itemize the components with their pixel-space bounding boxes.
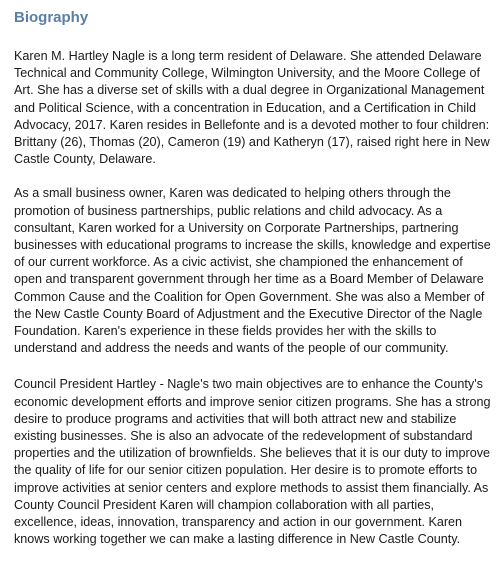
biography-paragraph-1: Karen M. Hartley Nagle is a long term resident of Delaware. She attended Delaware Technical and Community College, Wilmington University, and the Moore College of Art. She has a diverse set of skills with a dual degree in Organizational Management and Political Science, with a concentration in Education, and a Certification in Child Advocacy, 2017. Karen resides in Bellefonte and is a devoted mother to four children: Brittany (26), Thomas (20), Cameron (19) and Katheryn (17), raised right here in New Castle County, Delaware. (14, 49, 490, 167)
biography-paragraph-3: Council President Hartley - Nagle's two main objectives are to enhance the County's economic development efforts and improve senior citizen programs. She has a strong desire to produce programs and activities that will both attract new and stabilize existing businesses. She is also an advocate of the redevelopment of substandard properties and the utilization of brownfields. She believes that it is our duty to improve the quality of life for our senior citizen population. Her desire is to promote efforts to improve activities at senior centers and explore methods to assist them financially. As County Council President Karen will champion collaboration with all parties, excellence, ideas, innovation, transparency and action in our government. Karen knows working together we can make a lasting difference in New Castle County. (14, 377, 491, 547)
biography-paragraph-2: As a small business owner, Karen was dedicated to helping others through the promotion of business partnerships, public relations and child advocacy. As a consultant, Karen worked for a University on Corporate Partnerships, partnering businesses with educational programs to increase the skills, knowledge and expertise of our current workforce. As a civic activist, she championed the enhancement of open and transparent government through her time as a Board Member of Delaware Common Cause and the Coalition for Open Government. She was also a Member of the New Castle County Board of Adjustment and the Executive Director of the Nagle Foundation. Karen's experience in these fields provides her with the skills to understand and address the needs and wants of the people of our community. (14, 186, 491, 356)
section-heading: Biography (14, 9, 89, 26)
